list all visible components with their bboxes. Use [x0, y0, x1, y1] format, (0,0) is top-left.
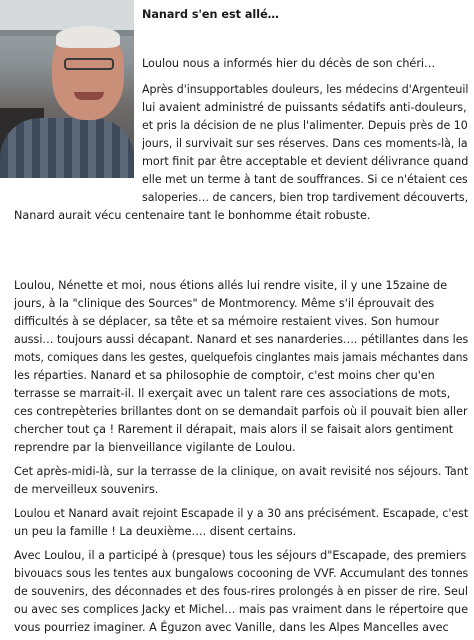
text-line: de souvenirs, des déconnades et des fous-rires prolongés à en pisser de rire. Seul: [14, 585, 468, 598]
text-line: ou avec ses complices Jacky et Michel… mais pas vraiment dans le répertoire que: [14, 603, 469, 616]
text-line: ces contrepèteries brillantes dont on se demandait parfois où il pouvait bien aller: [14, 405, 468, 418]
text-line: saloperies… de cancers, bien trop tardivement découverts,: [142, 191, 469, 204]
text-line: Après d'insupportables douleurs, les médecins d'Argenteuil: [142, 83, 469, 96]
text-line: vous pourriez imaginer. A Éguzon avec Vanille, dans les Alpes Mancelles avec: [14, 621, 449, 634]
text-line: elle met un terme à tant de souffrances. Si ce n'étaient ces: [142, 173, 468, 186]
text-line: lui avaient administré de puissants sédatifs anti-douleurs,: [142, 101, 467, 114]
text-line: mort finit par être acceptable et devient délivrance quand: [142, 155, 469, 168]
text-line: Avec Loulou, il a participé à (presque) tous les séjours d"Escapade, des premiers: [14, 549, 467, 562]
text-line: jours, à la "clinique des Sources" de Montmorency. Même s'il éprouvait des: [14, 297, 435, 310]
text-line: jours, il survivait sur ses réserves. Dans ces moments-là, la: [142, 137, 468, 150]
text-line: de merveilleux souvenirs.: [14, 483, 159, 496]
text-line: les réparties. Nanard et sa philosophie de comptoir, c'est moins cher qu'en: [14, 369, 435, 382]
text-line: Cet après-midi-là, sur la terrasse de la clinique, on avait revisité nos séjours. Tant: [14, 465, 469, 478]
text-line: reprendre par la bienveillance vigilante de Loulou.: [14, 441, 296, 454]
text-line: aussi… toujours aussi décapant. Nanard et ses nanarderies…. pétillantes dans les: [14, 333, 469, 346]
text-line: Loulou, Nénette et moi, nous étions allés lui rendre visite, il y une 15zaine de: [14, 279, 448, 292]
text-line: difficultés à se déplacer, sa tête et sa mémoire restaient vives. Son humour: [14, 315, 440, 328]
text-line: et pris la décision de ne plus l'alimenter. Depuis près de 10: [142, 119, 468, 132]
text-line: chercher tout ça ! Rarement il dérapait, mais alors il se faisait alors gentiment: [14, 423, 454, 436]
text-line: mots, comiques dans les gestes, quelquefois cinglantes mais jamais méchantes dans: [14, 351, 469, 364]
article-title: Nanard s'en est allé…: [142, 8, 279, 21]
text-line: Loulou nous a informés hier du décès de son chéri…: [142, 57, 436, 70]
text-line: un peu la famille ! La deuxième…. disent certains.: [14, 525, 297, 538]
text-line: bivouacs sous les tentes aux bungalows cocooning de VVF. Accumulant des tonnes: [14, 567, 469, 580]
text-line: terrasse se marrait-il. Il exerçait avec un talent rare ces associations de mots,: [14, 387, 451, 400]
text-line: Loulou et Nanard avait rejoint Escapade il y a 30 ans précisément. Escapade, c'est: [14, 507, 469, 520]
text-line: Nanard aurait vécu centenaire tant le bonhomme était robuste.: [14, 209, 371, 222]
